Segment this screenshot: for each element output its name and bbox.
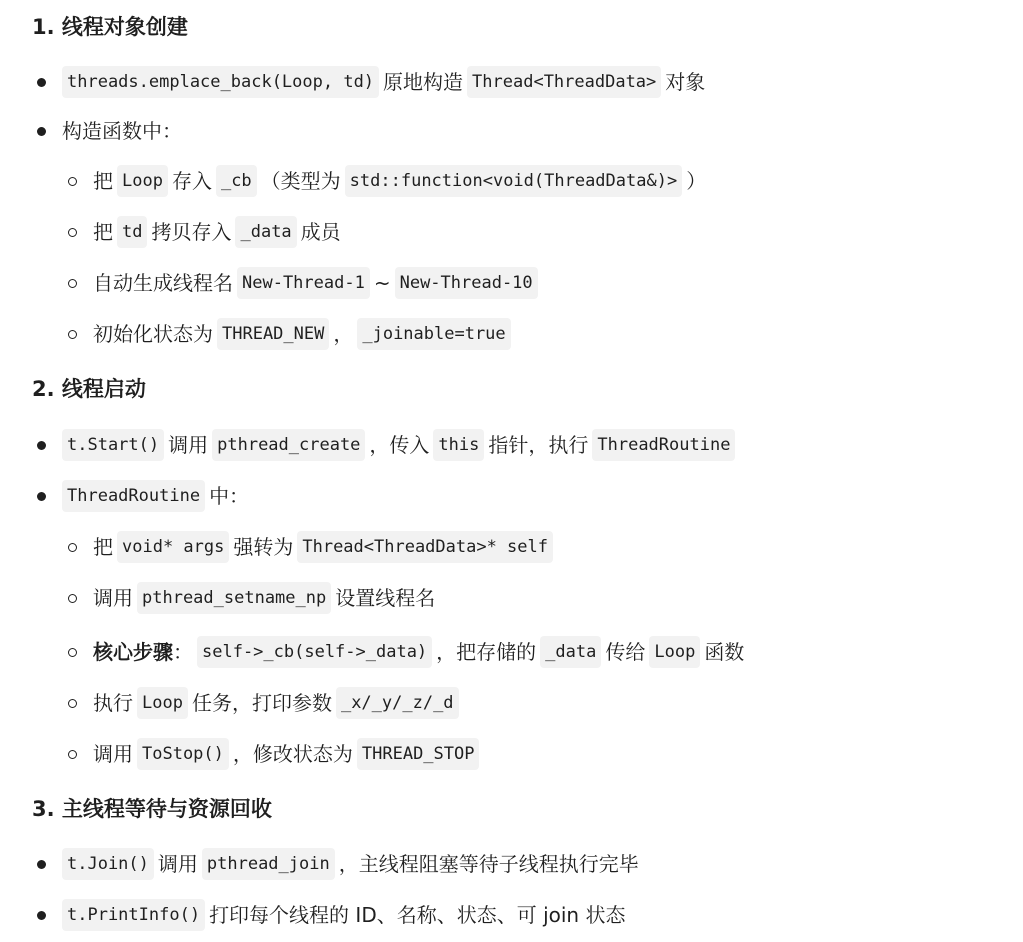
text: 把 — [93, 535, 113, 559]
bullet-dot-icon — [37, 127, 46, 136]
sub-list-item — [68, 318, 515, 350]
text: 强转为 — [233, 535, 294, 559]
inline-code: pthread_setname_np — [137, 582, 331, 614]
list-item — [37, 429, 739, 461]
text: ，传入 — [369, 433, 430, 457]
inline-code: t.PrintInfo() — [62, 899, 205, 931]
sub-list-item — [68, 582, 435, 614]
text: 调用 — [168, 433, 209, 457]
bullet-circle-icon — [68, 543, 77, 552]
inline-code: std::function<void(ThreadData&)> — [345, 165, 683, 197]
bullet-circle-icon — [68, 279, 77, 288]
list-item — [37, 116, 182, 146]
inline-code: t.Start() — [62, 429, 164, 461]
sub-list-item — [68, 636, 744, 668]
list-item — [37, 66, 705, 98]
bullet-dot-icon — [37, 492, 46, 501]
inline-code: _x/_y/_z/_d — [336, 687, 459, 719]
section-1-heading: 1. 线程对象创建 — [32, 15, 188, 39]
bullet-circle-icon — [68, 594, 77, 603]
text: 任务，打印参数 — [191, 691, 332, 715]
inline-code: threads.emplace_back(Loop, td) — [62, 66, 379, 98]
text: 执行 — [93, 691, 133, 715]
sub-list-item — [68, 267, 542, 299]
text: 中： — [209, 484, 250, 508]
inline-code: Thread<ThreadData> — [467, 66, 661, 98]
text: 自动生成线程名 — [93, 271, 233, 295]
text: 初始化状态为 — [93, 322, 213, 346]
bullet-circle-icon — [68, 699, 77, 708]
list-item — [37, 848, 639, 880]
text: ，把存储的 — [436, 640, 537, 664]
text: ， — [333, 322, 354, 346]
inline-code: Loop — [649, 636, 700, 668]
inline-code: pthread_join — [202, 848, 335, 880]
inline-code: New-Thread-10 — [395, 267, 538, 299]
inline-code: Loop — [117, 165, 168, 197]
inline-code: New-Thread-1 — [237, 267, 370, 299]
inline-code: Loop — [137, 687, 188, 719]
inline-code: pthread_create — [212, 429, 365, 461]
text: 设置线程名 — [335, 586, 436, 610]
inline-code: this — [433, 429, 484, 461]
bullet-circle-icon — [68, 648, 77, 657]
text: ，主线程阻塞等待子线程执行完毕 — [338, 852, 639, 876]
sub-list-item — [68, 216, 341, 248]
inline-code: td — [117, 216, 147, 248]
text: ： — [173, 640, 193, 664]
text: 指针，执行 — [488, 433, 589, 457]
inline-code: THREAD_STOP — [357, 738, 480, 770]
inline-code: _cb — [216, 165, 257, 197]
text: （类型为 — [260, 169, 341, 193]
inline-code: THREAD_NEW — [217, 318, 329, 350]
inline-code: _data — [540, 636, 601, 668]
text: 拷贝存入 — [151, 220, 232, 244]
inline-code: ToStop() — [137, 738, 229, 770]
text: 打印每个线程的 ID、名称、状态、可 join 状态 — [209, 903, 626, 927]
list-item — [37, 899, 625, 931]
bullet-circle-icon — [68, 228, 77, 237]
text: ） — [686, 169, 707, 193]
text: 构造函数中： — [62, 119, 182, 143]
text: 调用 — [93, 586, 133, 610]
bullet-dot-icon — [37, 441, 46, 450]
sub-list-item — [68, 687, 463, 719]
text: 对象 — [665, 70, 706, 94]
inline-code: void* args — [117, 531, 229, 563]
bullet-circle-icon — [68, 177, 77, 186]
inline-code: Thread<ThreadData>* self — [297, 531, 553, 563]
text: 函数 — [704, 640, 745, 664]
text: 原地构造 — [383, 70, 464, 94]
inline-code: ThreadRoutine — [62, 480, 205, 512]
text: ~ — [373, 271, 391, 295]
inline-code: _joinable=true — [357, 318, 510, 350]
text: 把 — [93, 169, 113, 193]
bullet-circle-icon — [68, 330, 77, 339]
text: 调用 — [157, 852, 198, 876]
inline-code: t.Join() — [62, 848, 154, 880]
bold-text: 核心步骤 — [93, 640, 173, 664]
list-item — [37, 480, 249, 512]
text: 调用 — [93, 742, 133, 766]
text: 传给 — [605, 640, 646, 664]
inline-code: self->_cb(self->_data) — [197, 636, 432, 668]
bullet-dot-icon — [37, 860, 46, 869]
text: 存入 — [171, 169, 212, 193]
text: 把 — [93, 220, 113, 244]
bullet-dot-icon — [37, 911, 46, 920]
text: 成员 — [300, 220, 341, 244]
sub-list-item — [68, 531, 557, 563]
inline-code: ThreadRoutine — [592, 429, 735, 461]
bullet-dot-icon — [37, 78, 46, 87]
bullet-circle-icon — [68, 750, 77, 759]
inline-code: _data — [235, 216, 296, 248]
sub-list-item — [68, 738, 483, 770]
text: ，修改状态为 — [232, 742, 353, 766]
section-2-heading: 2. 线程启动 — [32, 377, 146, 401]
sub-list-item — [68, 165, 706, 197]
section-3-heading: 3. 主线程等待与资源回收 — [32, 797, 272, 821]
